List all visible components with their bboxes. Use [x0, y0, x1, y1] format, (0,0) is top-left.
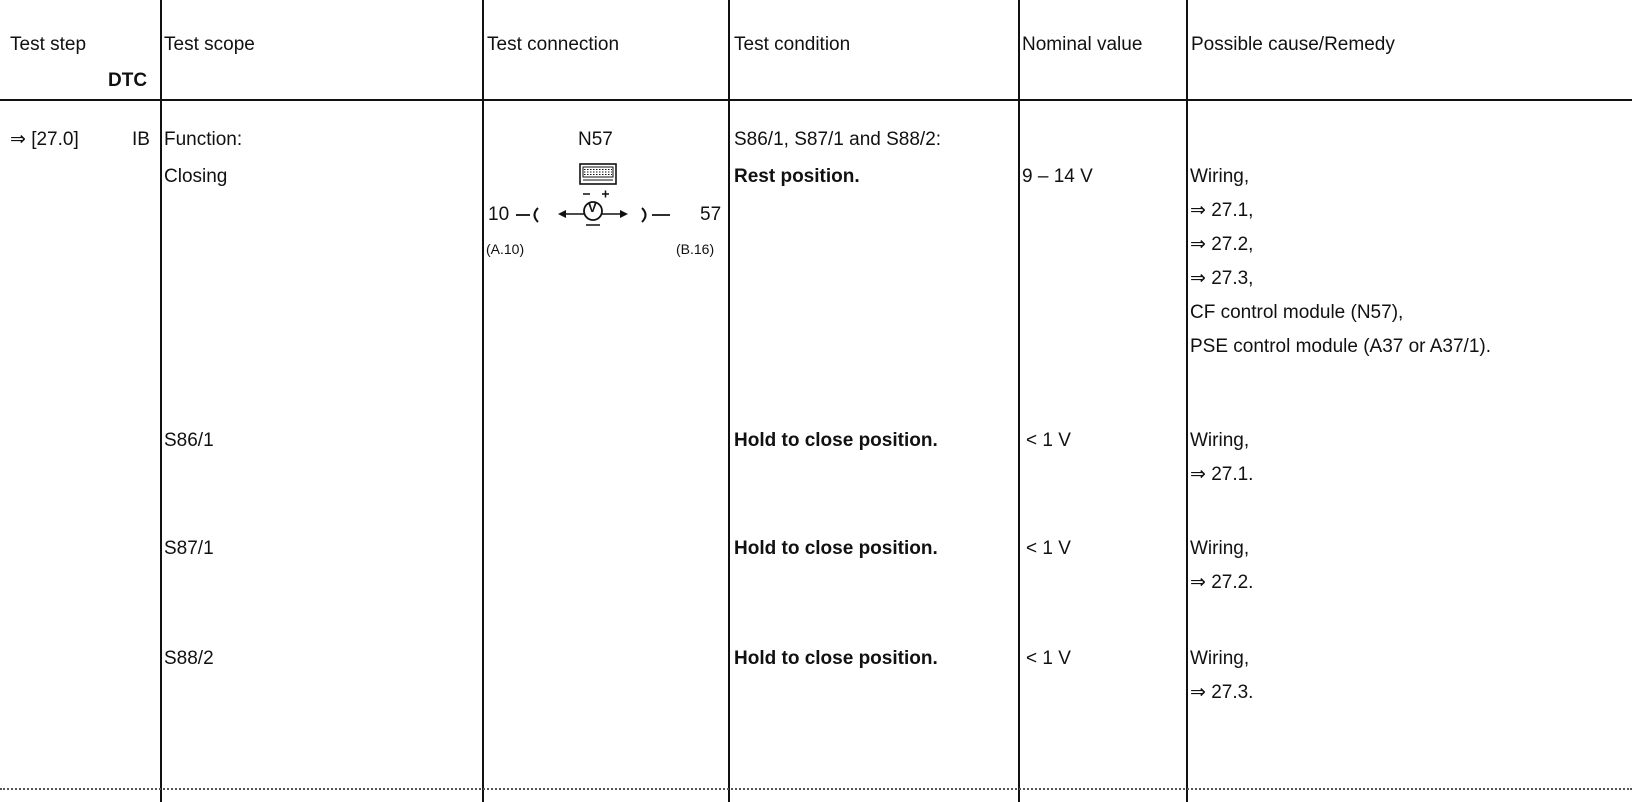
- condition-hold-to-close: Hold to close position.: [734, 430, 938, 451]
- right-pin-number: 57: [700, 204, 722, 225]
- condition-rest-position: Rest position.: [734, 166, 860, 187]
- remedy-line: ⇒ 27.2.: [1190, 572, 1254, 593]
- module-icon: [579, 163, 617, 185]
- remedy-line: ⇒ 27.1.: [1190, 464, 1254, 485]
- remedy-line: Wiring,: [1190, 648, 1250, 669]
- nominal-value: < 1 V: [1026, 648, 1071, 669]
- remedy-line: Wiring,: [1190, 430, 1250, 451]
- remedy-line: ⇒ 27.3,: [1190, 268, 1254, 289]
- right-pin-sub-label: (B.16): [676, 241, 715, 257]
- column-divider: [1186, 0, 1188, 802]
- header-dtc: DTC: [108, 70, 148, 91]
- scope-closing-label: Closing: [164, 166, 228, 187]
- header-rule: [0, 99, 1632, 101]
- left-pin-number: 10: [488, 204, 510, 225]
- voltmeter-symbol: [514, 186, 700, 234]
- left-pin-sub-label: (A.10): [486, 241, 525, 257]
- scope-switch: S88/2: [164, 648, 214, 669]
- remedy-line: CF control module (N57),: [1190, 302, 1404, 323]
- remedy-line: ⇒ 27.3.: [1190, 682, 1254, 703]
- remedy-line: PSE control module (A37 or A37/1).: [1190, 336, 1491, 357]
- condition-switches: S86/1, S87/1 and S88/2:: [734, 129, 942, 150]
- header-test-connection: Test connection: [487, 34, 620, 55]
- header-test-condition: Test condition: [734, 34, 851, 55]
- nominal-value: < 1 V: [1026, 430, 1071, 451]
- remedy-line: ⇒ 27.2,: [1190, 234, 1254, 255]
- voltmeter-label: V: [588, 200, 597, 215]
- header-possible-cause-remedy: Possible cause/Remedy: [1191, 34, 1395, 55]
- condition-hold-to-close: Hold to close position.: [734, 538, 938, 559]
- test-step-reference: ⇒ [27.0]: [10, 129, 79, 150]
- remedy-line: ⇒ 27.1,: [1190, 200, 1254, 221]
- column-divider: [1018, 0, 1020, 802]
- scope-function-label: Function:: [164, 129, 243, 150]
- bottom-dotted-rule: [0, 788, 1632, 790]
- dtc-code: IB: [132, 129, 150, 150]
- test-connection-diagram: [484, 120, 728, 270]
- module-label: N57: [578, 129, 613, 150]
- nominal-value: < 1 V: [1026, 538, 1071, 559]
- remedy-list: [1190, 160, 1491, 364]
- header-test-step: Test step: [10, 34, 87, 55]
- scope-switch: S86/1: [164, 430, 214, 451]
- header-test-scope: Test scope: [164, 34, 255, 55]
- header-nominal-value: Nominal value: [1022, 34, 1143, 55]
- remedy-line: Wiring,: [1190, 538, 1250, 559]
- column-divider: [728, 0, 730, 802]
- remedy-line: Wiring,: [1190, 166, 1250, 187]
- scope-switch: S87/1: [164, 538, 214, 559]
- column-divider: [160, 0, 162, 802]
- nominal-value-main: 9 – 14 V: [1022, 166, 1093, 187]
- condition-hold-to-close: Hold to close position.: [734, 648, 938, 669]
